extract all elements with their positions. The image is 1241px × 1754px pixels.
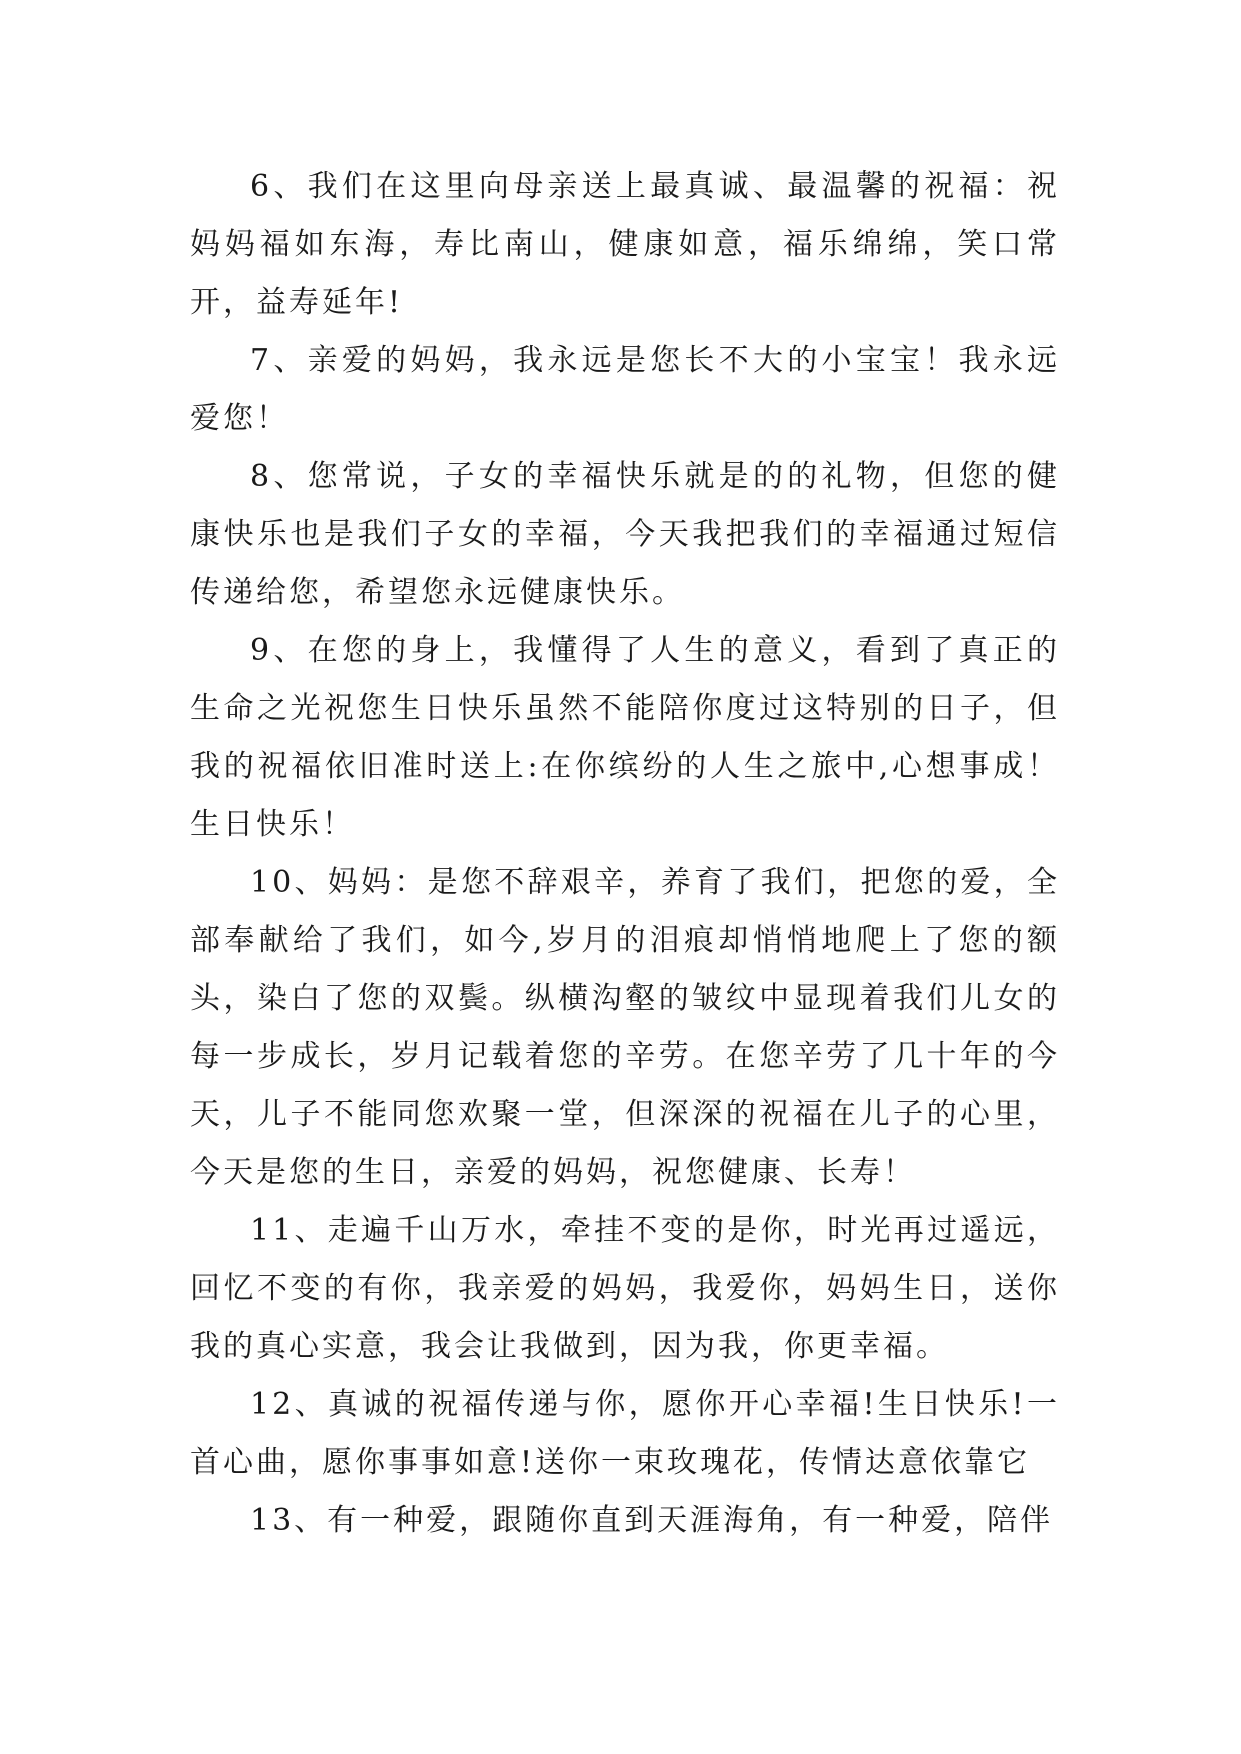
paragraph-13: 13、有一种爱，跟随你直到天涯海角，有一种爱，陪伴 [250, 1503, 1054, 1538]
document-body [190, 158, 1060, 1550]
paragraph-7: 7、亲爱的妈妈，我永远是您长不大的小宝宝！我永远爱您！ [190, 343, 1060, 436]
paragraph-10: 10、妈妈：是您不辞艰辛，养育了我们，把您的爱，全部奉献给了我们，如今,岁月的泪痕却悄悄地爬上了您的额头，染白了您的双鬓。纵横沟壑的皱纹中显现着我们儿女的每一步成长，岁月记载着您的辛劳。在您辛劳了几十年的今天，儿子不能同您欢聚一堂，但深深的祝福在儿子的心里，今天是您的生日，亲爱的妈妈，祝您健康、长寿！ [190, 865, 1060, 1190]
paragraph-8: 8、您常说，子女的幸福快乐就是的的礼物，但您的健康快乐也是我们子女的幸福，今天我把我们的幸福通过短信传递给您，希望您永远健康快乐。 [190, 459, 1060, 610]
paragraph-11: 11、走遍千山万水，牵挂不变的是你，时光再过遥远，回忆不变的有你，我亲爱的妈妈，我爱你，妈妈生日，送你我的真心实意，我会让我做到，因为我，你更幸福。 [190, 1213, 1060, 1364]
paragraph-12: 12、真诚的祝福传递与你，愿你开心幸福!生日快乐!一首心曲，愿你事事如意!送你一束玫瑰花，传情达意依靠它 [190, 1387, 1060, 1480]
paragraph-9: 9、在您的身上，我懂得了人生的意义，看到了真正的生命之光祝您生日快乐虽然不能陪你度过这特别的日子，但我的祝福依旧准时送上:在你缤纷的人生之旅中,心想事成！生日快乐！ [190, 633, 1060, 842]
paragraph-6: 6、我们在这里向母亲送上最真诚、最温馨的祝福：祝妈妈福如东海，寿比南山，健康如意，福乐绵绵，笑口常开，益寿延年! [190, 169, 1060, 320]
